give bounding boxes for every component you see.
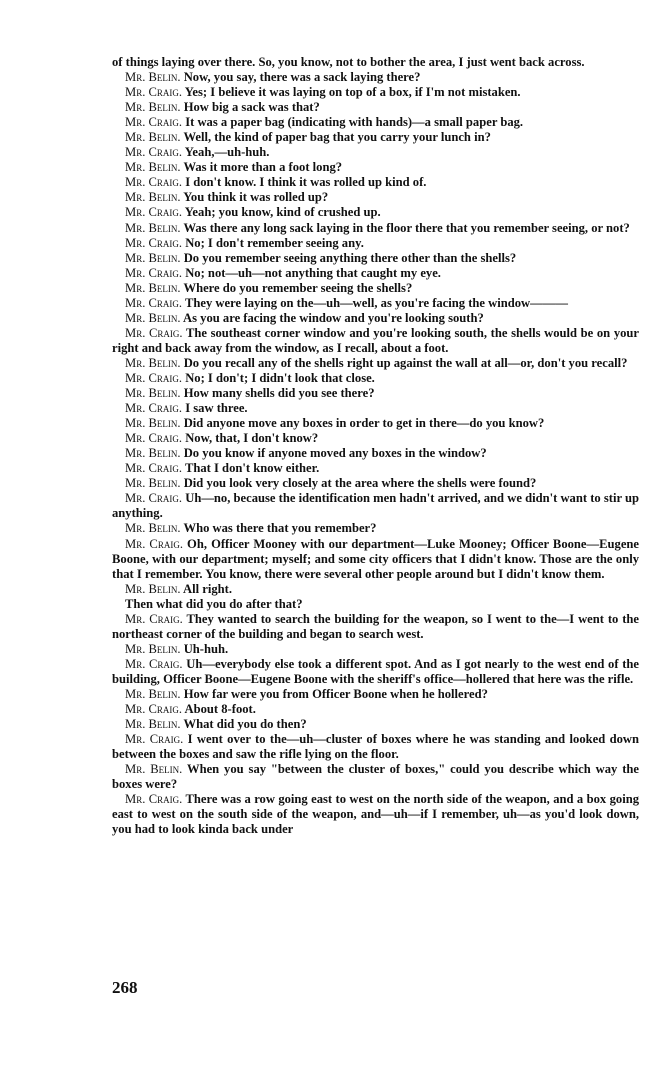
testimony-paragraph — [112, 145, 639, 160]
paragraph-text: Who was there that you remember? — [183, 521, 377, 536]
speaker-name: Mr. Belin. — [125, 641, 181, 656]
speaker-name: Mr. Belin. — [125, 250, 181, 265]
speaker-name: Mr. Craig. — [125, 461, 183, 476]
testimony-paragraph — [112, 190, 639, 205]
speaker-name: Mr. Belin. — [125, 280, 181, 295]
paragraph-text: Now, that, I don't know? — [185, 431, 319, 446]
paragraph-text: Well, the kind of paper bag that you carry your lunch in? — [183, 130, 491, 145]
paragraph-text: They wanted to search the building for the weapon, so I went to the—I went to the northeast corner of the building and began to search west. — [112, 611, 640, 641]
speaker-name: Mr. Belin. — [125, 100, 181, 115]
paragraph-text: How far were you from Officer Boone when he hollered? — [183, 686, 488, 701]
paragraph-text: It was a paper bag (indicating with hands)—a small paper bag. — [185, 115, 524, 130]
testimony-paragraph — [112, 582, 639, 597]
paragraph-text: How many shells did you see there? — [183, 386, 375, 401]
testimony-paragraph — [112, 311, 639, 326]
paragraph-text: Was there any long sack laying in the floor there that you remember seeing, or not? — [183, 220, 630, 235]
paragraph-text: As you are facing the window and you're looking south? — [183, 310, 484, 325]
speaker-name: Mr. Belin. — [125, 762, 183, 777]
testimony-paragraph — [112, 281, 639, 296]
paragraph-text: That I don't know either. — [184, 461, 320, 476]
testimony-paragraph — [112, 687, 639, 702]
paragraph-text: Yeah; you know, kind of crushed up. — [184, 205, 381, 220]
paragraph-text: Where do you remember seeing the shells? — [183, 280, 413, 295]
speaker-name: Mr. Belin. — [125, 220, 181, 235]
testimony-paragraph — [112, 386, 639, 401]
paragraph-text: All right. — [183, 581, 232, 596]
testimony-paragraph — [112, 326, 639, 356]
paragraph-text: Did you look very closely at the area where the shells were found? — [183, 476, 537, 491]
speaker-name: Mr. Belin. — [125, 160, 181, 175]
testimony-paragraph — [112, 702, 639, 717]
testimony-paragraph — [112, 70, 639, 85]
speaker-name: Mr. Belin. — [125, 310, 181, 325]
speaker-name: Mr. Belin. — [125, 416, 181, 431]
speaker-name: Mr. Craig. — [125, 235, 183, 250]
paragraph-text: I went over to the—uh—cluster of boxes where he was standing and looked down between the boxes and saw the rifle lying on the floor. — [112, 732, 640, 762]
page-number: 268 — [112, 978, 138, 997]
paragraph-text: Do you recall any of the shells right up against the wall at all—or, don't you recall? — [183, 355, 628, 370]
speaker-name: Mr. Craig. — [125, 656, 183, 671]
paragraph-text: of things laying over there. So, you know, not to bother the area, I just went back across. — [112, 55, 585, 69]
paragraph-text: No; I don't remember seeing any. — [185, 235, 364, 250]
testimony-paragraph — [112, 85, 639, 100]
testimony-paragraph — [112, 762, 639, 792]
paragraph-text: Yes; I believe it was laying on top of a box, if I'm not mistaken. — [184, 85, 521, 100]
speaker-name: Mr. Craig. — [125, 175, 183, 190]
speaker-name: Mr. Craig. — [125, 265, 183, 280]
paragraph-text: I don't know. I think it was rolled up kind of. — [185, 175, 427, 190]
paragraph-text: Do you remember seeing anything there other than the shells? — [183, 250, 517, 265]
testimony-paragraph — [112, 100, 639, 115]
paragraph-text: Do you know if anyone moved any boxes in the window? — [183, 446, 487, 461]
paragraph-text: No; not—uh—not anything that caught my eye. — [185, 265, 441, 280]
paragraph-text: No; I don't; I didn't look that close. — [185, 370, 375, 385]
testimony-paragraph — [112, 356, 639, 371]
paragraph-text: I saw three. — [185, 401, 248, 416]
speaker-name: Mr. Belin. — [125, 386, 181, 401]
testimony-paragraph — [112, 537, 639, 582]
testimony-paragraph — [112, 612, 639, 642]
testimony-paragraph — [112, 657, 639, 687]
paragraph-text: Uh—no, because the identification men hadn't arrived, and we didn't want to stir up anything. — [112, 491, 639, 521]
testimony-paragraph — [112, 251, 639, 266]
speaker-name: Mr. Craig. — [125, 401, 183, 416]
testimony-paragraph — [112, 792, 639, 837]
testimony-paragraph — [112, 521, 639, 536]
testimony-paragraph — [112, 115, 639, 130]
testimony-paragraph — [112, 205, 639, 220]
paragraph-text: Oh, Officer Mooney with our department—Luke Mooney; Officer Boone—Eugene Boone, with our department; myself; and some city officers that I didn't know. Those are the only that I remember. You know, there were several other people around but I didn't know them. — [112, 536, 639, 581]
speaker-name: Mr. Belin. — [125, 70, 181, 85]
paragraph-text: They were laying on the—uh—well, as you're facing the window——— — [184, 295, 568, 310]
speaker-name: Mr. Belin. — [125, 355, 181, 370]
speaker-name: Mr. Craig. — [125, 491, 183, 506]
testimony-paragraph — [112, 491, 639, 521]
paragraph-text: You think it was rolled up? — [183, 190, 329, 205]
speaker-name: Mr. Craig. — [125, 792, 183, 807]
speaker-name: Mr. Craig. — [125, 115, 183, 130]
paragraph-text: Uh—everybody else took a different spot. And as I got nearly to the west end of the building, Officer Boone—Eugene Boone with the sheriff's office—hollered that here was the rifle. — [112, 656, 639, 686]
speaker-name: Mr. Craig. — [125, 325, 183, 340]
speaker-name: Mr. Craig. — [125, 702, 183, 717]
testimony-paragraph — [112, 401, 639, 416]
speaker-name: Mr. Belin. — [125, 521, 181, 536]
speaker-name: Mr. Craig. — [125, 611, 183, 626]
paragraph-text: Did anyone move any boxes in order to get in there—do you know? — [183, 416, 545, 431]
speaker-name: Mr. Craig. — [125, 431, 183, 446]
testimony-paragraph — [112, 732, 639, 762]
paragraph-text: What did you do then? — [183, 717, 307, 732]
speaker-name: Mr. Belin. — [125, 130, 181, 145]
speaker-name: Mr. Belin. — [125, 446, 181, 461]
testimony-paragraph — [112, 642, 639, 657]
testimony-paragraph — [112, 371, 639, 386]
testimony-paragraph — [112, 416, 639, 431]
testimony-paragraph — [112, 236, 639, 251]
speaker-name: Mr. Belin. — [125, 476, 181, 491]
paragraph-text: Now, you say, there was a sack laying there? — [183, 70, 421, 85]
paragraph-text: Uh-huh. — [183, 641, 229, 656]
speaker-name: Mr. Belin. — [125, 581, 181, 596]
testimony-paragraph — [112, 175, 639, 190]
paragraph-text: About 8-foot. — [184, 702, 256, 717]
testimony-paragraph — [112, 461, 639, 476]
paragraph-text: Was it more than a foot long? — [183, 160, 343, 175]
speaker-name: Mr. Craig. — [125, 205, 183, 220]
testimony-paragraph — [112, 296, 639, 311]
testimony-paragraph — [112, 717, 639, 732]
paragraph-text: Yeah,—uh-huh. — [184, 145, 270, 160]
speaker-name: Mr. Belin. — [125, 717, 181, 732]
testimony-paragraph — [112, 597, 639, 612]
speaker-name: Mr. Craig. — [125, 295, 183, 310]
paragraph-text: Then what did you do after that? — [125, 596, 303, 611]
speaker-name: Mr. Craig. — [125, 85, 183, 100]
testimony-paragraph — [112, 476, 639, 491]
testimony-paragraph — [112, 431, 639, 446]
speaker-name: Mr. Craig. — [125, 370, 183, 385]
testimony-paragraph — [112, 160, 639, 175]
testimony-paragraph — [112, 446, 639, 461]
speaker-name: Mr. Craig. — [125, 732, 184, 747]
testimony-paragraph — [112, 221, 639, 236]
testimony-paragraph — [112, 266, 639, 281]
speaker-name: Mr. Craig. — [125, 145, 183, 160]
testimony-paragraph — [112, 130, 639, 145]
speaker-name: Mr. Belin. — [125, 686, 181, 701]
speaker-name: Mr. Belin. — [125, 190, 181, 205]
paragraph-text: The southeast corner window and you're looking south, the shells would be on your right and back away from the window, as I recall, about a foot. — [112, 325, 640, 355]
speaker-name: Mr. Craig. — [125, 536, 183, 551]
testimony-text — [112, 55, 639, 837]
testimony-paragraph — [112, 55, 639, 70]
paragraph-text: When you say "between the cluster of boxes," could you describe which way the boxes were? — [112, 762, 640, 792]
paragraph-text: How big a sack was that? — [183, 100, 320, 115]
paragraph-text: There was a row going east to west on the north side of the weapon, and a box going east to west on the south side of the weapon, and—uh—if I remember, uh—as you'd look down, you had to look kinda back under — [112, 792, 639, 837]
